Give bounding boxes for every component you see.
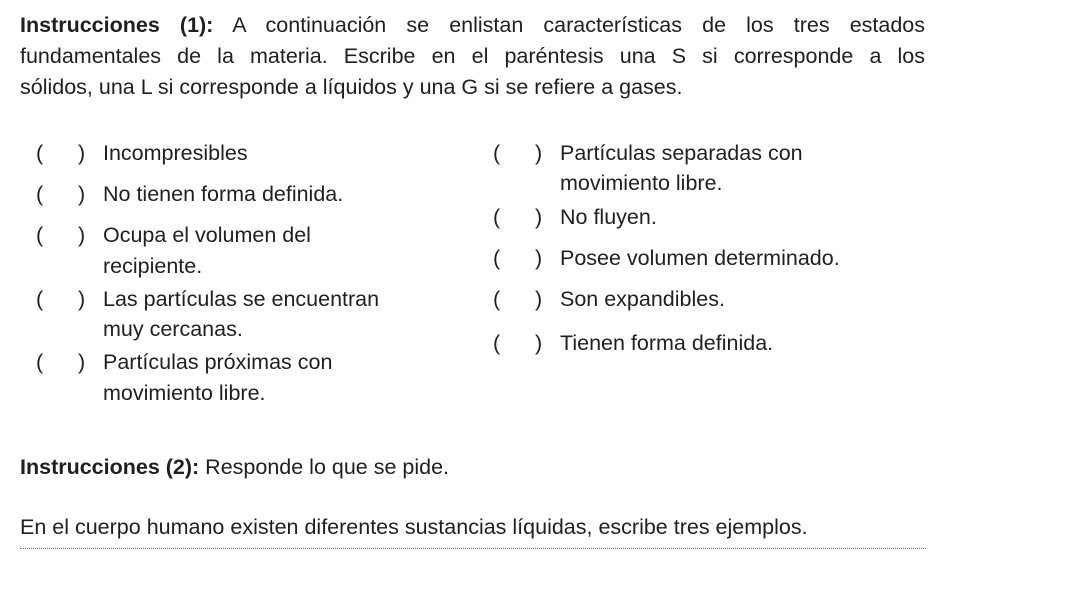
instructions-1-line-3: sólidos, una L si corresponde a líquidos y una G si se refiere a gases. [20, 75, 683, 99]
instructions-2-paragraph [20, 452, 449, 483]
right-item-2 [493, 202, 913, 233]
item-text-line: No tienen forma definida. [103, 182, 344, 206]
answer-paren-open[interactable]: ( [493, 331, 501, 355]
answer-paren-close[interactable]: ) [78, 350, 86, 374]
item-text-line: Partículas próximas con [103, 350, 333, 374]
answer-paren-open[interactable]: ( [36, 350, 44, 374]
item-text-line: Ocupa el volumen del [103, 223, 311, 247]
answer-paren-open[interactable]: ( [36, 287, 44, 311]
left-item-1 [36, 138, 436, 169]
answer-paren-open[interactable]: ( [36, 223, 44, 247]
answer-paren-close[interactable]: ) [535, 287, 543, 311]
item-text-line: No fluyen. [560, 205, 657, 229]
item-text-line: muy cercanas. [103, 317, 243, 341]
answer-paren-close[interactable]: ) [78, 182, 86, 206]
answer-paren-open[interactable]: ( [493, 246, 501, 270]
instructions-1-line-2: fundamentales de la materia. Escribe en el paréntesis una S si corresponde a los [20, 44, 925, 68]
instructions-2-label: Instrucciones (2): [20, 455, 200, 479]
answer-paren-close[interactable]: ) [535, 205, 543, 229]
item-text-line: Son expandibles. [560, 287, 725, 311]
answer-paren-open[interactable]: ( [493, 205, 501, 229]
left-item-3 [36, 220, 436, 282]
left-item-4 [36, 284, 436, 346]
answer-paren-close[interactable]: ) [535, 141, 543, 165]
item-text-line: Tienen forma definida. [560, 331, 774, 355]
left-item-2 [36, 179, 436, 210]
item-text-line: recipiente. [103, 254, 203, 278]
answer-line[interactable] [20, 548, 926, 549]
right-item-1 [493, 138, 913, 200]
instructions-1-label: Instrucciones (1): [20, 13, 214, 37]
answer-paren-close[interactable]: ) [535, 246, 543, 270]
right-item-4 [493, 284, 913, 315]
answer-paren-open[interactable]: ( [493, 287, 501, 311]
item-text-line: Partículas separadas con [560, 141, 803, 165]
answer-paren-open[interactable]: ( [36, 141, 44, 165]
item-text-line: movimiento libre. [103, 381, 266, 405]
answer-paren-open[interactable]: ( [36, 182, 44, 206]
item-text-line: Incompresibles [103, 141, 248, 165]
answer-paren-close[interactable]: ) [78, 287, 86, 311]
instructions-1-text-1: A continuación se enlistan características de los tres estados [213, 13, 926, 37]
answer-paren-open[interactable]: ( [493, 141, 501, 165]
item-text-line: Posee volumen determinado. [560, 246, 840, 270]
answer-paren-close[interactable]: ) [78, 223, 86, 247]
right-item-3 [493, 243, 913, 274]
left-item-5 [36, 347, 436, 409]
answer-paren-close[interactable]: ) [535, 331, 543, 355]
question-text: En el cuerpo humano existen diferentes sustancias líquidas, escribe tres ejemplos. [20, 515, 808, 539]
instructions-1-line-1 [20, 10, 925, 41]
answer-paren-close[interactable]: ) [78, 141, 86, 165]
item-text-line: movimiento libre. [560, 171, 723, 195]
right-item-5 [493, 328, 913, 359]
item-text-line: Las partículas se encuentran [103, 287, 380, 311]
instructions-2-text: Responde lo que se pide. [199, 455, 450, 479]
instructions-1-paragraph [20, 10, 925, 103]
